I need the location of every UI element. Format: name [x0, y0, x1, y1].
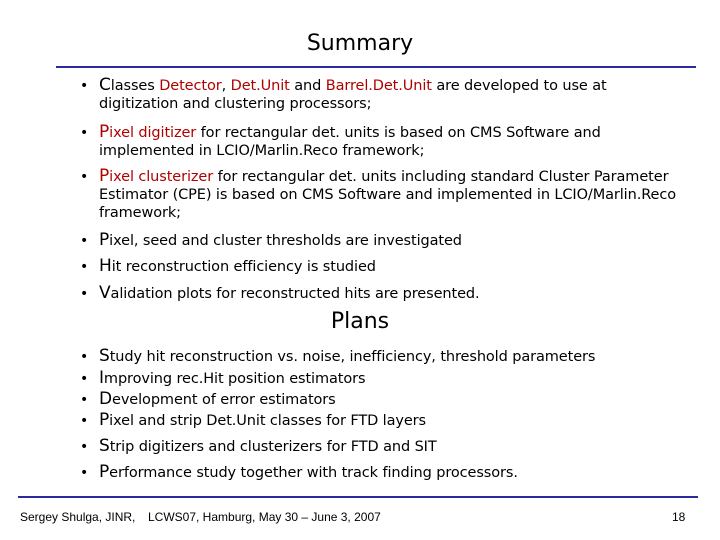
item-initial: P [99, 230, 110, 250]
item-initial: S [99, 346, 110, 366]
item-initial: P [99, 410, 110, 430]
bullet-marker: • [80, 259, 89, 275]
summary-item [99, 76, 679, 113]
item-initial: S [99, 436, 110, 456]
item-text: mproving rec.Hit position estimators [103, 371, 366, 387]
plans-item [99, 463, 679, 482]
item-text: ixel and strip Det.Unit classes for FTD layers [109, 413, 426, 429]
item-initial: H [99, 256, 112, 276]
bullet-marker: • [80, 125, 89, 141]
summary-item [99, 167, 679, 222]
highlighted-term: Det.Unit [230, 78, 290, 94]
bullet-marker: • [80, 169, 89, 185]
item-text: it reconstruction efficiency is studied [111, 259, 376, 275]
item-text: evelopment of error estimators [112, 392, 336, 408]
summary-item [99, 123, 679, 160]
footer-rule [18, 496, 698, 498]
item-initial: V [99, 283, 111, 303]
item-text: ixel, seed and cluster thresholds are investigated [109, 233, 462, 249]
plans-item [99, 347, 679, 366]
footer-author: Sergey Shulga, JINR, [20, 510, 136, 524]
bullet-marker: • [80, 349, 89, 365]
bullet-marker: • [80, 78, 89, 94]
bullet-marker: • [80, 465, 89, 481]
item-initial: I [99, 368, 104, 388]
plans-item [99, 437, 679, 456]
item-initial: P [99, 122, 110, 142]
bullet-marker: • [80, 413, 89, 429]
highlighted-term: ixel clusterizer [109, 169, 214, 185]
plans-item [99, 390, 679, 409]
item-text: tudy hit reconstruction vs. noise, inefficiency, threshold parameters [109, 349, 596, 365]
item-text: , [221, 78, 231, 94]
item-text: for rectangular det. units is based on CMS Software and implemented in LCIO/Marlin.Reco framework; [99, 125, 601, 159]
bullet-marker: • [80, 439, 89, 455]
item-text: erformance study together with track finding processors. [109, 465, 518, 481]
item-text: trip digitizers and clusterizers for FTD and SIT [109, 439, 437, 455]
bullet-marker: • [80, 286, 89, 302]
item-text: alidation plots for reconstructed hits are presented. [110, 286, 480, 302]
page-number: 18 [672, 510, 686, 524]
item-text: for rectangular det. units including standard Cluster Parameter Estimator (CPE) is based on CMS Software and implemented in LCIO/Marlin.Reco framework; [99, 169, 676, 221]
summary-item [99, 257, 679, 276]
summary-item [99, 284, 679, 303]
item-initial: D [99, 389, 112, 409]
highlighted-term: ixel digitizer [109, 125, 197, 141]
item-text: are developed to use at digitization and clustering processors; [99, 78, 607, 112]
plans-title: Plans [330, 309, 390, 334]
item-text: and [289, 78, 326, 94]
highlighted-term: Detector [159, 78, 222, 94]
plans-item [99, 369, 679, 388]
highlighted-term: Barrel.Det.Unit [325, 78, 432, 94]
bullet-marker: • [80, 233, 89, 249]
bullet-marker: • [80, 371, 89, 387]
item-text: lasses [110, 78, 160, 94]
item-initial: P [99, 462, 110, 482]
item-initial: P [99, 166, 110, 186]
item-initial: C [99, 75, 111, 95]
plans-item [99, 411, 679, 430]
summary-title: Summary [306, 31, 414, 56]
bullet-marker: • [80, 392, 89, 408]
footer-event: LCWS07, Hamburg, May 30 – June 3, 2007 [148, 510, 381, 524]
summary-item [99, 231, 679, 250]
title-rule [56, 66, 696, 68]
